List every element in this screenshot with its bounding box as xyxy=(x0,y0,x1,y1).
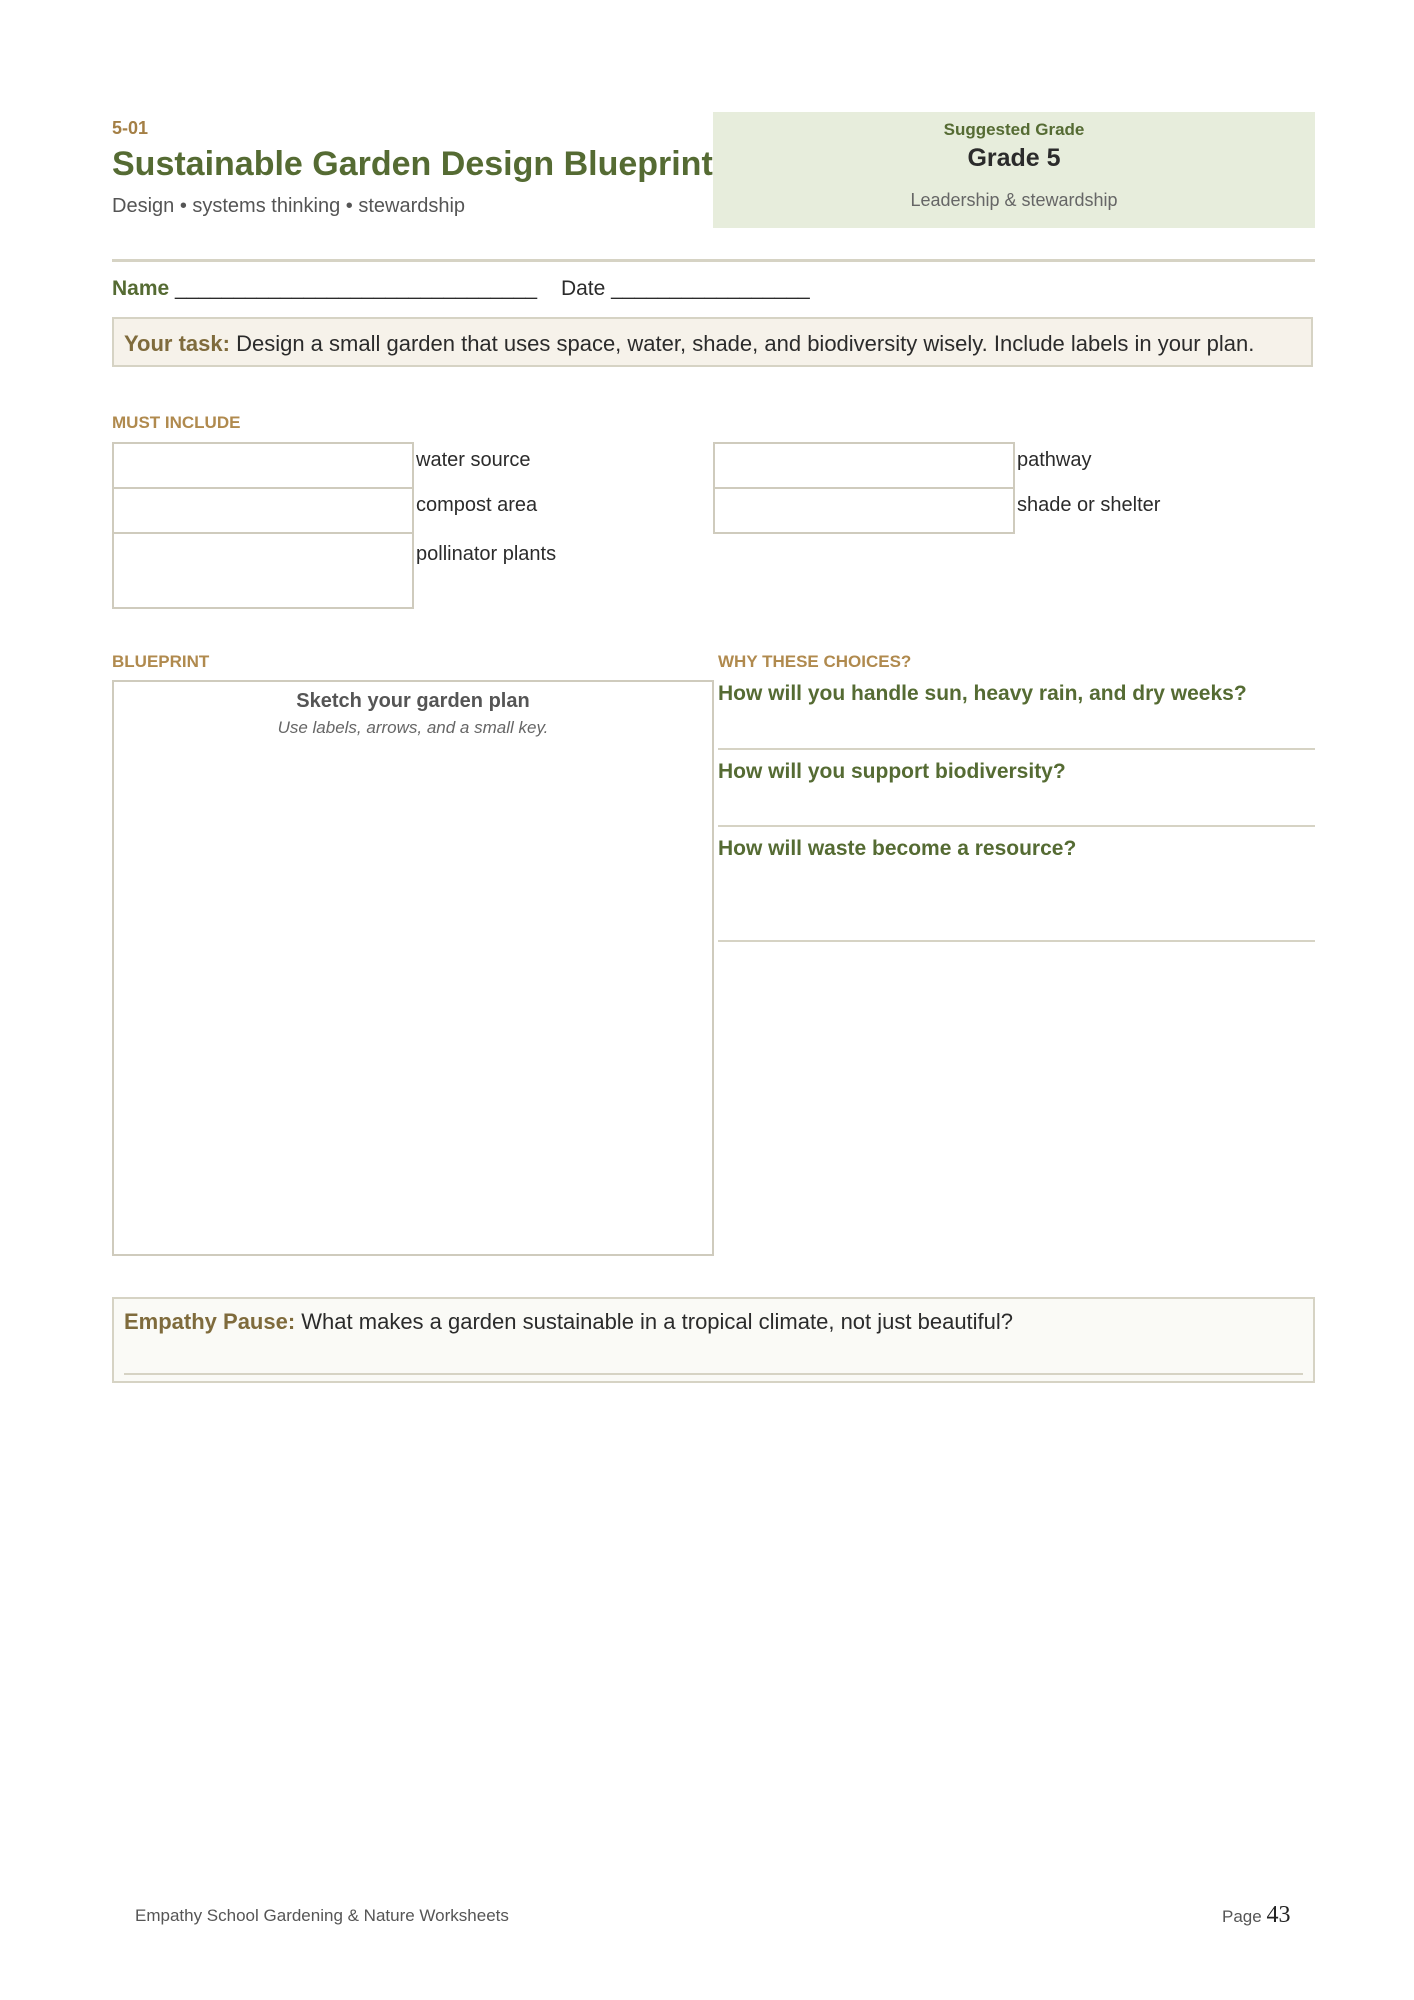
answer-line-waste[interactable] xyxy=(718,940,1315,942)
name-date-line xyxy=(112,277,810,301)
blueprint-sketch-area[interactable] xyxy=(112,680,714,1256)
page-subtitle: Design • systems thinking • stewardship xyxy=(112,195,466,217)
worksheet-code: 5-01 xyxy=(112,118,149,138)
item-water-source: water source xyxy=(416,449,531,471)
name-field[interactable]: _______________________________ xyxy=(175,277,538,300)
empathy-prompt xyxy=(124,1309,1013,1335)
item-compost-area: compost area xyxy=(416,494,538,516)
grade-value: Grade 5 xyxy=(967,144,1061,172)
checkbox-water-source[interactable] xyxy=(112,442,414,489)
item-shade-or-shelter: shade or shelter xyxy=(1017,494,1161,516)
page-label: Page xyxy=(1222,1907,1262,1926)
checkbox-compost-area[interactable] xyxy=(112,487,414,534)
page-number xyxy=(1222,1902,1290,1929)
blueprint-instructions: Use labels, arrows, and a small key. xyxy=(277,718,549,737)
answer-line-weather[interactable] xyxy=(718,748,1315,750)
header-divider xyxy=(112,259,1315,262)
empathy-box xyxy=(112,1297,1315,1383)
page-title: Sustainable Garden Design Blueprint xyxy=(112,145,713,183)
must-include-label: MUST INCLUDE xyxy=(112,413,241,432)
checkbox-pollinator-plants[interactable] xyxy=(112,532,414,609)
task-label: Your task: xyxy=(124,331,230,356)
checkbox-pathway[interactable] xyxy=(713,442,1015,489)
date-field[interactable]: _________________ xyxy=(611,277,810,300)
task-box xyxy=(112,317,1313,367)
date-label: Date xyxy=(560,277,606,300)
blueprint-title: Sketch your garden plan xyxy=(296,690,530,712)
item-pathway: pathway xyxy=(1017,449,1092,471)
empathy-answer-line[interactable] xyxy=(124,1373,1303,1375)
task-text: Design a small garden that uses space, water, shade, and biodiversity wisely. Include labels in your plan. xyxy=(236,331,1255,356)
answer-line-biodiversity[interactable] xyxy=(718,825,1315,827)
page-number-value: 43 xyxy=(1266,1902,1291,1928)
question-biodiversity: How will you support biodiversity? xyxy=(718,760,1066,783)
blueprint-label: BLUEPRINT xyxy=(112,652,210,671)
empathy-question: What makes a garden sustainable in a tropical climate, not just beautiful? xyxy=(301,1309,1014,1334)
empathy-label: Empathy Pause: xyxy=(124,1309,296,1334)
question-waste: How will waste become a resource? xyxy=(718,837,1077,860)
question-weather: How will you handle sun, heavy rain, and dry weeks? xyxy=(718,682,1247,705)
checkbox-shade-or-shelter[interactable] xyxy=(713,487,1015,534)
name-label: Name xyxy=(112,277,170,300)
item-pollinator-plants: pollinator plants xyxy=(416,543,557,565)
grade-subtitle: Leadership & stewardship xyxy=(910,190,1118,210)
grade-label: Suggested Grade xyxy=(943,120,1085,139)
grade-box xyxy=(713,112,1315,228)
why-label: WHY THESE CHOICES? xyxy=(718,652,912,671)
footer-title: Empathy School Gardening & Nature Worksheets xyxy=(135,1906,509,1925)
